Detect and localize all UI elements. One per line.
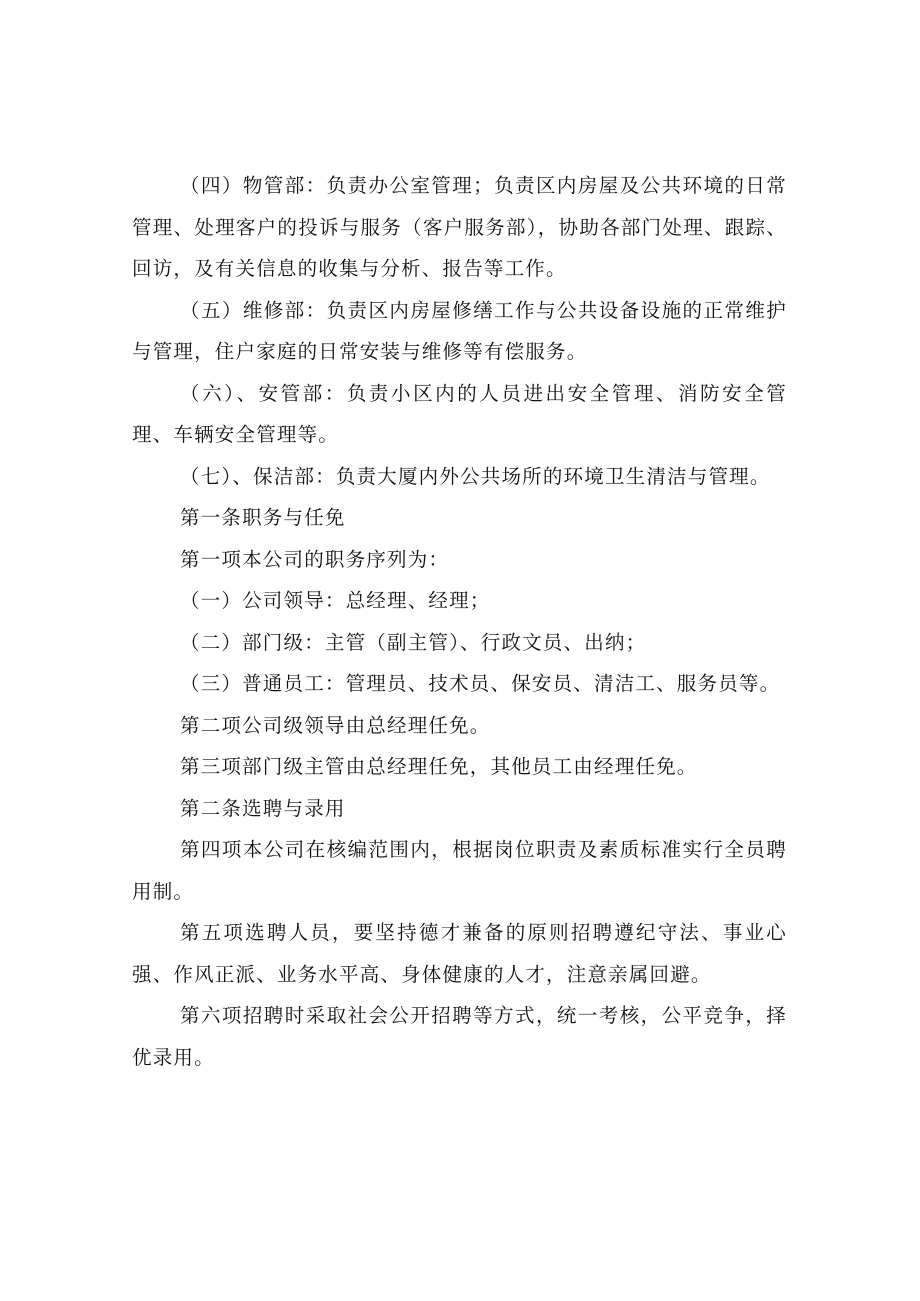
paragraph-item-4: 第四项本公司在核编范围内，根据岗位职责及素质标准实行全员聘用制。 — [132, 838, 787, 903]
heading-article-1: 第一条职务与任免 — [180, 506, 346, 529]
paragraph-company-leaders: （一）公司领导：总经理、经理； — [180, 589, 491, 612]
paragraph-item-3: 第三项部门级主管由总经理任免，其他员工由经理任免。 — [180, 755, 698, 778]
paragraph-department-level: （二）部门级：主管（副主管）、行政文员、出纳； — [180, 630, 647, 654]
paragraph-item-5: 第五项选聘人员，要坚持德才兼备的原则招聘遵纪守法、事业心强、作风正派、业务水平高、身体健康的人才，注意亲属回避。 — [132, 921, 787, 986]
paragraph-general-staff: （三）普通员工：管理员、技术员、保安员、清洁工、服务员等。 — [180, 672, 781, 695]
paragraph-security-dept: （六）、安管部：负责小区内的人员进出安全管理、消防安全管理、车辆安全管理等。 — [132, 381, 787, 446]
heading-article-2: 第二条选聘与录用 — [180, 796, 346, 820]
document-body — [132, 165, 787, 1078]
paragraph-maintenance-dept: （五）维修部：负责区内房屋修缮工作与公共设备设施的正常维护与管理，住户家庭的日常安装与维修等有偿服务。 — [132, 298, 787, 363]
paragraph-item-1: 第一项本公司的职务序列为： — [180, 547, 450, 571]
paragraph-cleaning-dept: （七）、保洁部：负责大厦内外公共场所的环境卫生清洁与管理。 — [180, 464, 771, 488]
paragraph-item-2: 第二项公司级领导由总经理任免。 — [180, 713, 491, 737]
paragraph-property-dept: （四）物管部：负责办公室管理；负责区内房屋及公共环境的日常管理、处理客户的投诉与服务（客户服务部），协助各部门处理、跟踪、回访，及有关信息的收集与分析、报告等工作。 — [132, 174, 787, 280]
paragraph-item-6: 第六项招聘时采取社会公开招聘等方式，统一考核，公平竞争，择优录用。 — [132, 1004, 787, 1069]
